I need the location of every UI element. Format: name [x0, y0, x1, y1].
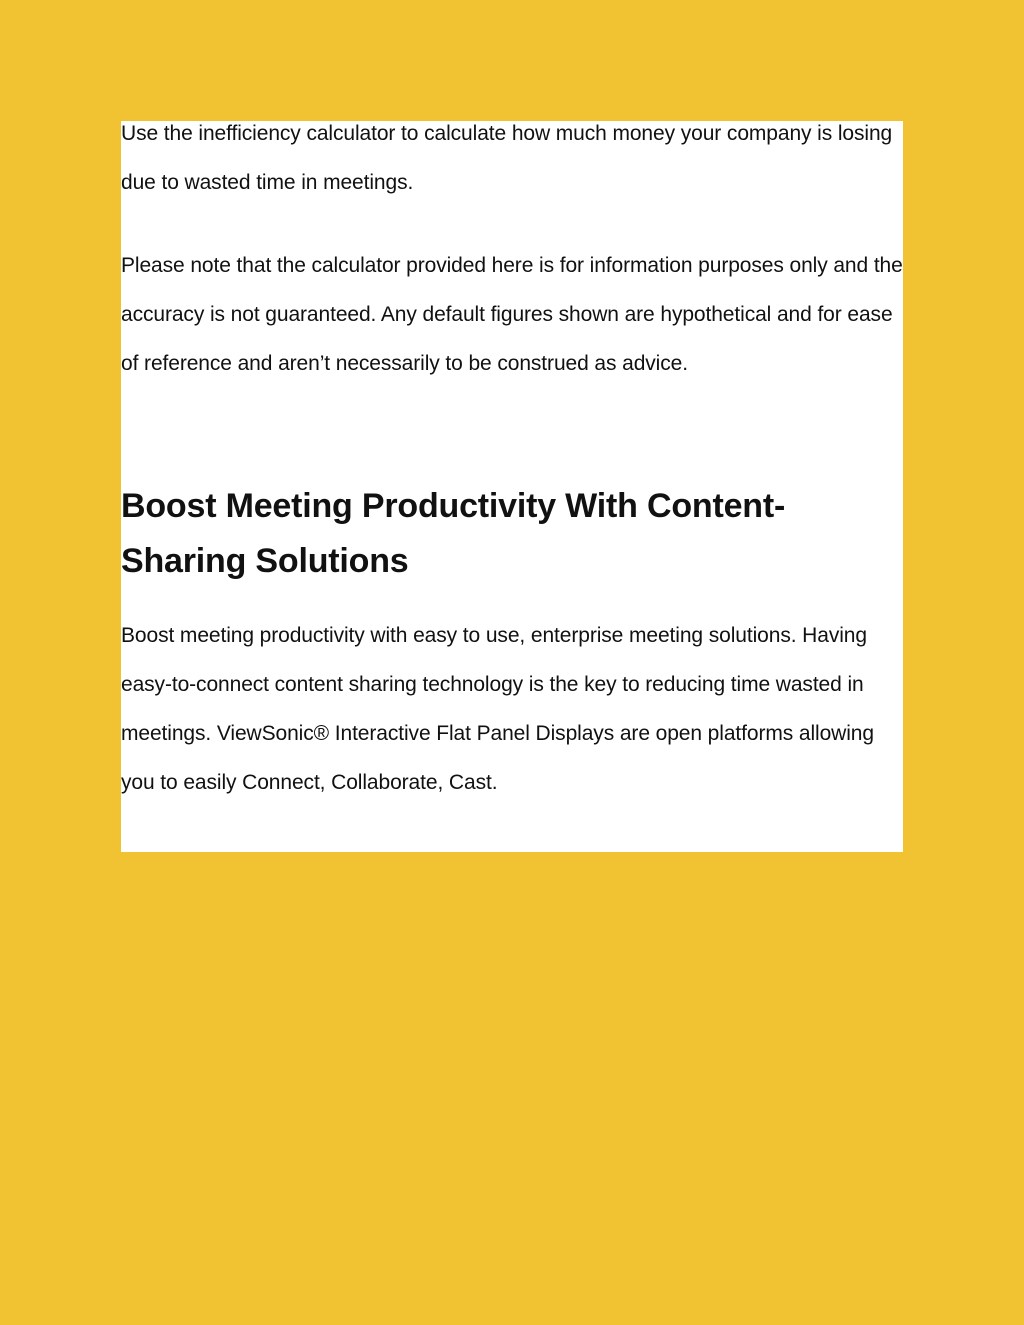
disclaimer-paragraph: Please note that the calculator provided here is for information purposes only and the accuracy is not guaranteed. Any default figures shown are hypothetical and for ease of reference and aren’t necessarily to be construed as advice. — [121, 254, 903, 375]
solutions-paragraph: Boost meeting productivity with easy to use, enterprise meeting solutions. Having easy-to-connect content sharing technology is the key to reducing time wasted in meetings. ViewSonic® Interactive Flat Panel Displays are open platforms allowing you to easily Connect, Collaborate, Cast. — [121, 624, 874, 794]
section-heading: Boost Meeting Productivity With Content-Sharing Solutions — [121, 487, 786, 580]
content-card — [121, 121, 903, 852]
intro-paragraph: Use the inefficiency calculator to calculate how much money your company is losing due to wasted time in meetings. — [121, 122, 893, 194]
